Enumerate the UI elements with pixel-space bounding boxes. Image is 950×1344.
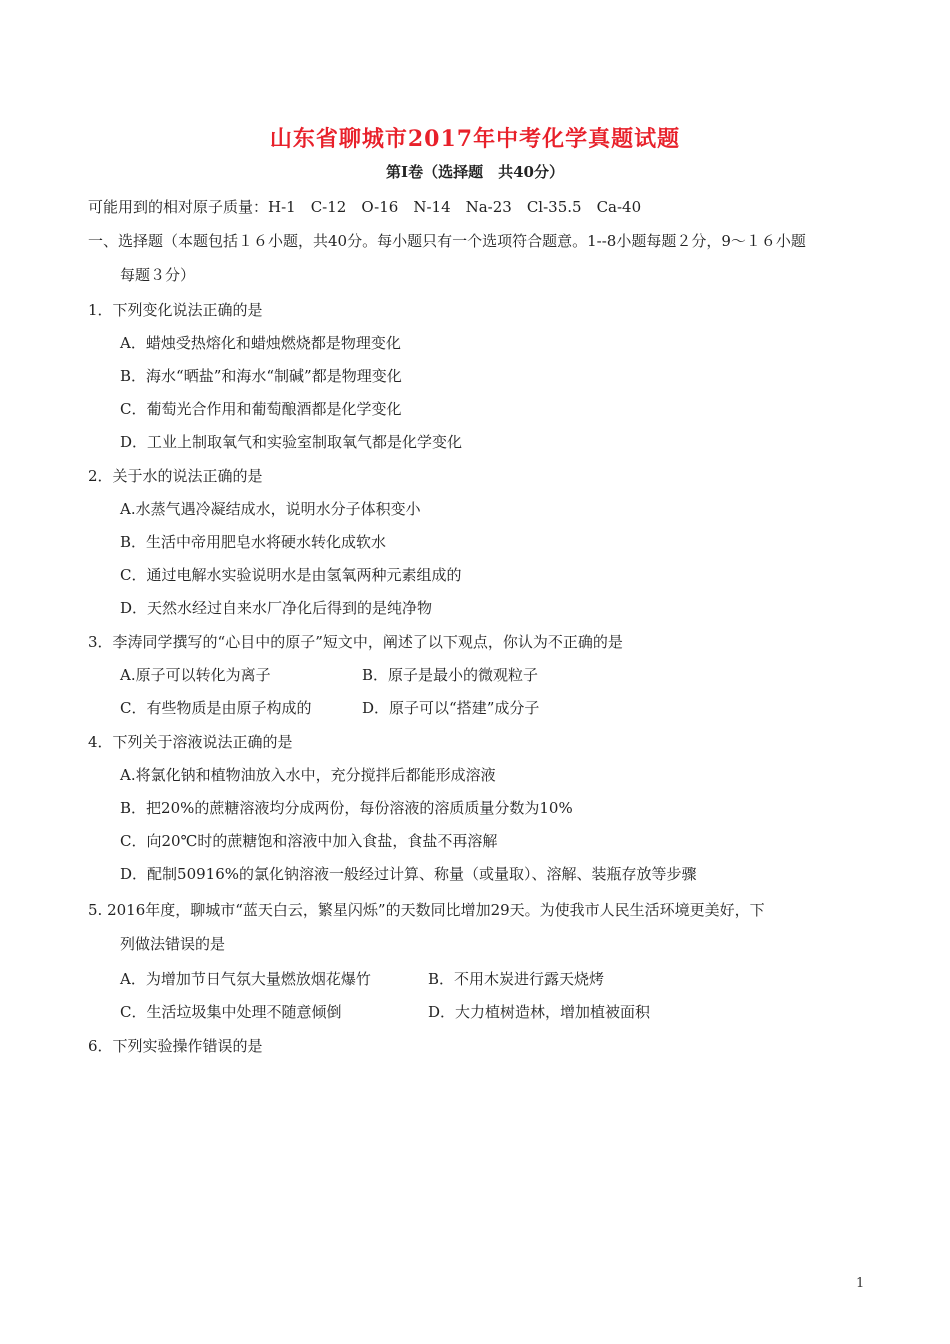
page-number: 1	[856, 1276, 865, 1291]
question-4-option-c: C．向20℃时的蔗糖饱和溶液中加入食盐，食盐不再溶解	[120, 832, 498, 850]
question-5-stem-line1: 5. 2016年度，聊城市“蓝天白云，繁星闪烁”的天数同比增加29天。为使我市人民生活环境更美好，下	[88, 901, 765, 919]
question-3-stem: 3．李涛同学撰写的“心目中的原子”短文中，阐述了以下观点，你认为不正确的是	[88, 633, 623, 651]
question-2-option-c: C．通过电解水实验说明水是由氢氧两种元素组成的	[120, 566, 462, 584]
section-instructions-line2: 每题３分）	[120, 266, 196, 284]
question-4-option-b: B．把20%的蔗糖溶液均分成两份，每份溶液的溶质质量分数为10%	[120, 799, 573, 817]
question-3-option-d: D．原子可以“搭建”成分子	[362, 699, 540, 717]
question-1-option-a: A．蜡烛受热熔化和蜡烛燃烧都是物理变化	[120, 334, 401, 352]
section-subtitle: 第Ⅰ卷（选择题 共40分）	[386, 163, 564, 181]
question-3-option-b: B．原子是最小的微观粒子	[362, 666, 539, 684]
question-5-option-d: D．大力植树造林，增加植被面积	[428, 1003, 651, 1021]
question-2-option-a: A.水蒸气遇冷凝结成水，说明水分子体积变小	[120, 500, 421, 518]
question-3-option-a: A.原子可以转化为离子	[120, 666, 271, 684]
question-6-stem: 6．下列实验操作错误的是	[88, 1037, 263, 1055]
question-3-option-c: C．有些物质是由原子构成的	[120, 699, 312, 717]
question-2-option-b: B．生活中帝用肥皂水将硬水转化成软水	[120, 533, 387, 551]
question-1-option-d: D．工业上制取氧气和实验室制取氧气都是化学变化	[120, 433, 463, 451]
question-2-option-d: D．天然水经过自来水厂净化后得到的是纯净物	[120, 599, 433, 617]
question-5-stem-line2: 列做法错误的是	[120, 935, 226, 953]
atomic-masses-line: 可能用到的相对原子质量：H-1 C-12 O-16 N-14 Na-23 Cl-35.5 Ca-40	[88, 198, 642, 216]
question-2-stem: 2．关于水的说法正确的是	[88, 467, 263, 485]
question-1-option-c: C．葡萄光合作用和葡萄酿酒都是化学变化	[120, 400, 402, 418]
section-instructions-line1: 一、选择题（本题包括１６小题，共40分。每小题只有一个选项符合题意。1--8小题每题２分，9～１６小题	[88, 232, 806, 250]
question-5-option-b: B．不用木炭进行露天烧烤	[428, 970, 605, 988]
page-title: 山东省聊城市2017年中考化学真题试题	[269, 126, 681, 152]
question-4-option-d: D．配制50916%的氯化钠溶液一般经过计算、称量（或量取）、溶解、装瓶存放等步骤	[120, 865, 697, 883]
question-5-option-c: C．生活垃圾集中处理不随意倾倒	[120, 1003, 342, 1021]
question-1-stem: 1．下列变化说法正确的是	[88, 301, 263, 319]
question-1-option-b: B．海水“晒盐”和海水“制碱”都是物理变化	[120, 367, 402, 385]
question-5-option-a: A．为增加节日气氛大量燃放烟花爆竹	[120, 970, 371, 988]
question-4-option-a: A.将氯化钠和植物油放入水中，充分搅拌后都能形成溶液	[120, 766, 496, 784]
question-4-stem: 4．下列关于溶液说法正确的是	[88, 733, 293, 751]
